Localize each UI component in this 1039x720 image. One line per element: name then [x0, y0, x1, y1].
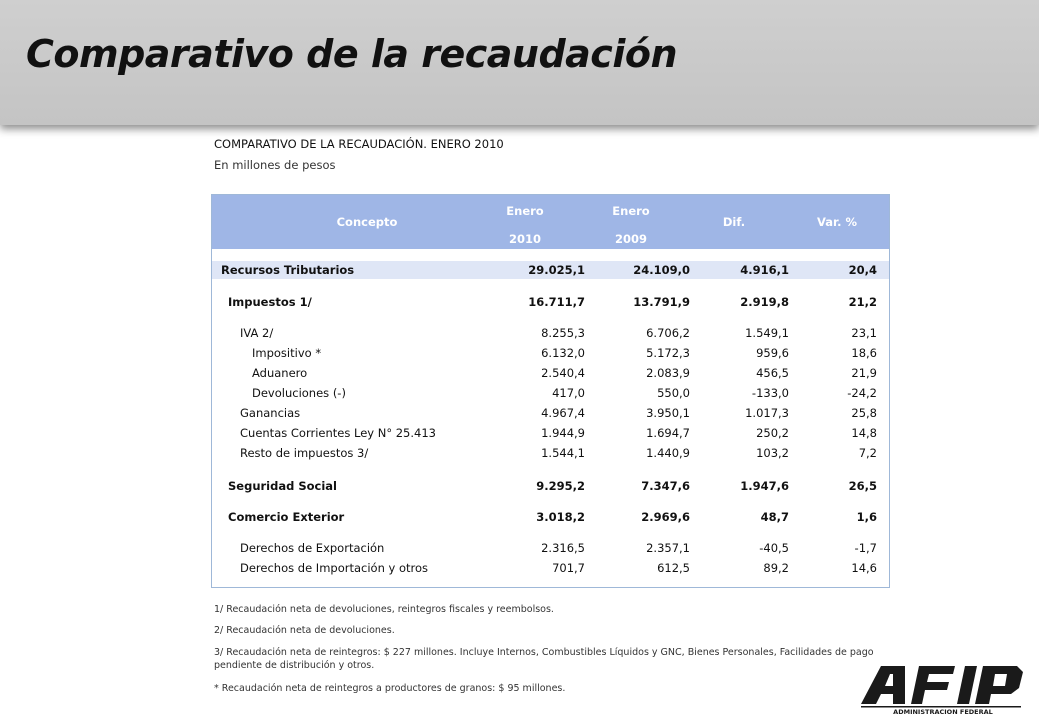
header-concept: Concepto	[336, 215, 398, 229]
value-2009: 1.440,9	[646, 446, 690, 460]
value-var: 1,6	[856, 510, 877, 524]
row-label: Derechos de Importación y otros	[240, 561, 429, 575]
value-2010: 2.540,4	[541, 366, 585, 380]
table-row	[212, 539, 889, 557]
value-var: 18,6	[851, 346, 877, 360]
value-var: 20,4	[848, 263, 877, 277]
value-2010: 3.018,2	[536, 510, 585, 524]
header-col1-year: 2010	[508, 232, 541, 246]
revenue-table	[211, 194, 890, 588]
row-label: Impuestos 1/	[228, 295, 312, 309]
table-row	[212, 364, 889, 382]
value-2010: 4.967,4	[541, 406, 585, 420]
logo-caption: ADMINISTRACION FEDERAL	[893, 708, 993, 715]
value-2009: 1.694,7	[646, 426, 690, 440]
row-label: Impositivo *	[252, 346, 322, 360]
value-dif: 1.017,3	[745, 406, 789, 420]
value-dif: 456,5	[756, 366, 789, 380]
value-dif: 103,2	[756, 446, 789, 460]
value-var: 14,6	[851, 561, 877, 575]
value-2010: 9.295,2	[536, 479, 585, 493]
table-row	[212, 424, 889, 442]
value-2009: 2.083,9	[646, 366, 690, 380]
value-var: 26,5	[848, 479, 877, 493]
row-label: Devoluciones (-)	[252, 386, 346, 400]
footnote-2: 2/ Recaudación neta de devoluciones.	[214, 625, 395, 636]
value-2009: 3.950,1	[646, 406, 690, 420]
value-var: 21,9	[851, 366, 877, 380]
table-row	[212, 444, 889, 462]
value-2010: 2.316,5	[541, 541, 585, 555]
table-row	[212, 324, 889, 342]
value-2010: 29.025,1	[528, 263, 585, 277]
header-col1-month: Enero	[506, 204, 544, 218]
value-2009: 6.706,2	[646, 326, 690, 340]
value-dif: 48,7	[760, 510, 789, 524]
value-var: 21,2	[848, 295, 877, 309]
value-2009: 13.791,9	[633, 295, 690, 309]
slide-title: Comparativo de la recaudación	[26, 32, 678, 76]
footnote-1: 1/ Recaudación neta de devoluciones, reintegros fiscales y reembolsos.	[214, 604, 554, 615]
header-col2-year: 2009	[614, 232, 647, 246]
value-var: -24,2	[847, 386, 877, 400]
value-2009: 550,0	[657, 386, 690, 400]
value-dif: 1.947,6	[740, 479, 789, 493]
document-subtitle: En millones de pesos	[214, 158, 336, 172]
value-dif: -133,0	[751, 386, 789, 400]
slide-header	[0, 0, 1039, 125]
row-label: Comercio Exterior	[228, 510, 345, 524]
footnote-3: 3/ Recaudación neta de reintegros: $ 227 millones. Incluye Internos, Combustibles Líquidos y GNC, Bienes Personales, Facilidades de pago pendiente de distribución y otros.	[214, 647, 874, 671]
table-row	[212, 293, 889, 311]
value-var: 14,8	[851, 426, 877, 440]
row-label: Resto de impuestos 3/	[240, 446, 369, 460]
value-2010: 417,0	[552, 386, 585, 400]
table-row	[212, 384, 889, 402]
value-2010: 8.255,3	[541, 326, 585, 340]
table-row	[212, 344, 889, 362]
value-var: 25,8	[851, 406, 877, 420]
table-row	[212, 508, 889, 526]
value-dif: 89,2	[763, 561, 789, 575]
value-2009: 24.109,0	[633, 263, 690, 277]
row-label: Derechos de Exportación	[240, 541, 385, 555]
row-label: Seguridad Social	[228, 479, 337, 493]
header-dif: Dif.	[722, 215, 746, 229]
value-2010: 701,7	[552, 561, 585, 575]
value-dif: 250,2	[756, 426, 789, 440]
header-col2-month: Enero	[612, 204, 650, 218]
table-row	[212, 261, 889, 279]
row-label: IVA 2/	[240, 326, 274, 340]
table-row	[212, 404, 889, 422]
value-dif: 2.919,8	[740, 295, 789, 309]
value-2009: 2.357,1	[646, 541, 690, 555]
row-label: Recursos Tributarios	[221, 263, 355, 277]
table-header	[212, 195, 889, 249]
value-var: 23,1	[851, 326, 877, 340]
value-var: 7,2	[858, 446, 877, 460]
value-dif: 1.549,1	[745, 326, 789, 340]
value-var: -1,7	[854, 541, 877, 555]
row-label: Aduanero	[252, 366, 308, 380]
row-label: Ganancias	[240, 406, 301, 420]
table-row	[212, 559, 889, 577]
value-2009: 7.347,6	[641, 479, 690, 493]
footnote-4: * Recaudación neta de reintegros a productores de granos: $ 95 millones.	[214, 683, 566, 694]
value-2009: 612,5	[657, 561, 690, 575]
row-label: Cuentas Corrientes Ley N° 25.413	[240, 426, 436, 440]
value-dif: 4.916,1	[740, 263, 789, 277]
value-2010: 1.944,9	[541, 426, 585, 440]
table-row	[212, 477, 889, 495]
value-2010: 6.132,0	[541, 346, 585, 360]
value-dif: 959,6	[756, 346, 789, 360]
value-2009: 5.172,3	[646, 346, 690, 360]
value-2010: 16.711,7	[528, 295, 585, 309]
value-dif: -40,5	[759, 541, 789, 555]
value-2009: 2.969,6	[641, 510, 690, 524]
value-2010: 1.544,1	[541, 446, 585, 460]
header-var: Var. %	[817, 215, 857, 229]
afip-logo	[857, 660, 1027, 715]
document-title: COMPARATIVO DE LA RECAUDACIÓN. ENERO 2010	[214, 137, 504, 151]
